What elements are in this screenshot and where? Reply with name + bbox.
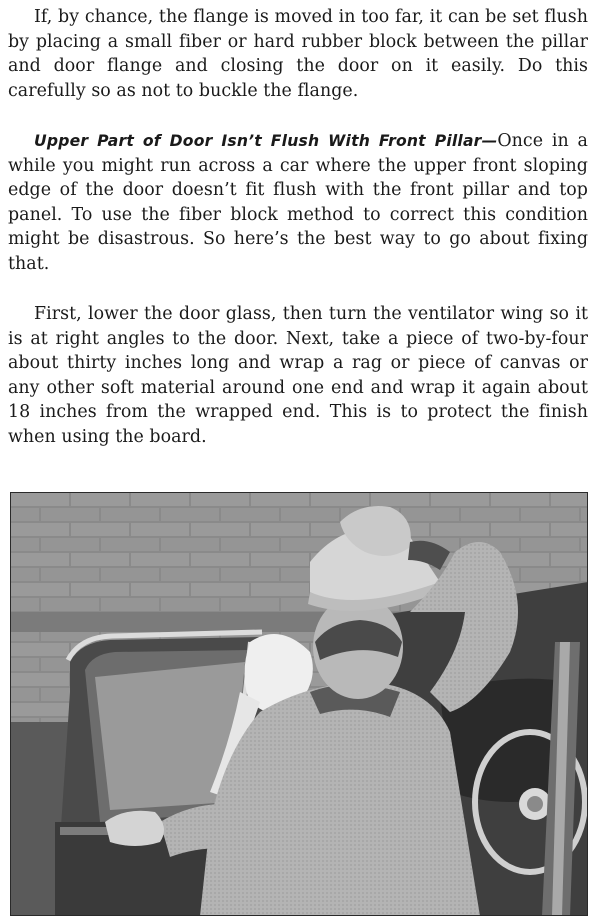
- paragraph-flange-flush: If, by chance, the flange is moved in too far, it can be set flush by placing a small fiber or hard rubber block between the pillar and door flange and closing the door on it easily. Do this carefully so as not to buckle the flange.: [8, 7, 588, 101]
- mechanic-photo: [10, 492, 588, 916]
- paragraph-upper-door-body: Once in a while you might run across a car where the upper front sloping edge of the door doesn’t fit flush with the front pillar and top panel. To use the fiber block method to correct this condition might be disastrous. So here’s the best way to go about fixing that.: [8, 131, 588, 274]
- section-heading: Upper Part of Door Isn’t Flush With Front Pillar—: [34, 132, 498, 150]
- paragraph-procedure: First, lower the door glass, then turn the ventilator wing so it is at right angles to the door. Next, take a piece of two-by-four about thirty inches long and wrap a rag or piece of canvas or any other soft material around one end and wrap it again about 18 inches from the wrapped end. This is to protect the finish when using the board.: [8, 304, 588, 447]
- paragraph-upper-door: [8, 129, 588, 277]
